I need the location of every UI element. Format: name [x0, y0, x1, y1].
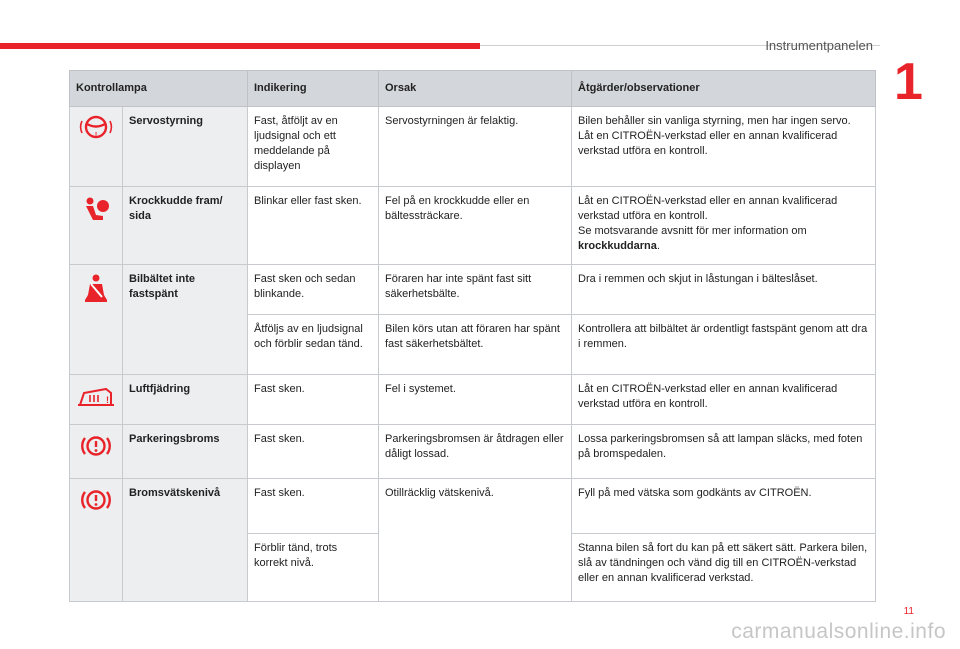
- cause-text: Otillräcklig vätskenivå.: [379, 479, 572, 602]
- column-header-atgarder: Åtgärder/observationer: [572, 71, 876, 107]
- indication-text: Förblir tänd, trots korrekt nivå.: [248, 534, 379, 602]
- watermark: carmanualsonline.info: [731, 620, 946, 643]
- indication-text: Fast, åtföljt av en ljudsignal och ett meddelande på displayen: [248, 107, 379, 187]
- lamp-name: Servostyrning: [123, 107, 248, 187]
- column-header-orsak: Orsak: [379, 71, 572, 107]
- lamp-icon-cell: [70, 425, 123, 479]
- lamp-name: Luftfjädring: [123, 375, 248, 425]
- indication-text: Fast sken.: [248, 479, 379, 534]
- lamp-name: Bilbältet inte fastspänt: [123, 265, 248, 375]
- indication-text: Åtföljs av en ljudsignal och förblir sedan tänd.: [248, 315, 379, 375]
- action-text: Kontrollera att bilbältet är ordentligt fastspänt genom att dra i remmen.: [572, 315, 876, 375]
- brake-warning-icon: [80, 433, 112, 459]
- action-text: Dra i remmen och skjut in låstungan i bälteslåset.: [572, 265, 876, 315]
- lamp-icon-cell: [70, 107, 123, 187]
- section-title: Instrumentpanelen: [765, 38, 873, 53]
- column-header-indikering: Indikering: [248, 71, 379, 107]
- action-line: [578, 224, 869, 254]
- lamp-icon-cell: [70, 479, 123, 602]
- action-text: Fyll på med vätska som godkänts av CITROËN.: [572, 479, 876, 534]
- action-text-end: .: [656, 240, 660, 252]
- table-row: [70, 107, 876, 187]
- table-row: [70, 479, 876, 534]
- accent-bar: [0, 43, 480, 49]
- cause-text: Servostyrningen är felaktig.: [379, 107, 572, 187]
- action-text: Stanna bilen så fort du kan på ett säkert sätt. Parkera bilen, slå av tändningen och vänd dig till en CITROËN-verkstad eller en annan kvalificerad verkstad.: [572, 534, 876, 602]
- indication-text: Blinkar eller fast sken.: [248, 187, 379, 265]
- lamp-name: Bromsvätskenivå: [123, 479, 248, 602]
- action-text: [572, 107, 876, 187]
- steering-wheel-icon: [79, 115, 113, 139]
- lamp-name: Krockkudde fram/ sida: [123, 187, 248, 265]
- action-text: [572, 187, 876, 265]
- table-row: [70, 187, 876, 265]
- table-row: [70, 425, 876, 479]
- indication-text: Fast sken.: [248, 375, 379, 425]
- lamp-name: Parkeringsbroms: [123, 425, 248, 479]
- table-header-row: [70, 71, 876, 107]
- seatbelt-icon: [83, 273, 109, 303]
- reference-link-text: krockkuddarna: [578, 240, 657, 252]
- svg-text:!: !: [106, 395, 109, 405]
- action-text: Lossa parkeringsbromsen så att lampan släcks, med foten på bromspedalen.: [572, 425, 876, 479]
- table-row: [70, 265, 876, 315]
- lamp-icon-cell: [70, 187, 123, 265]
- svg-text:!: !: [94, 132, 98, 139]
- table-row: [70, 375, 876, 425]
- cause-text: Fel på en krockkudde eller en bältessträckare.: [379, 187, 572, 265]
- cause-text: Fel i systemet.: [379, 375, 572, 425]
- lamp-icon-cell: [70, 265, 123, 375]
- action-line: Låt en CITROËN-verkstad eller en annan kvalificerad verkstad utföra en kontroll.: [578, 195, 838, 222]
- brake-warning-icon: [80, 487, 112, 513]
- cause-text: Bilen körs utan att föraren har spänt fast säkerhetsbältet.: [379, 315, 572, 375]
- cause-text: Föraren har inte spänt fast sitt säkerhetsbälte.: [379, 265, 572, 315]
- action-line: Låt en CITROËN-verkstad eller en annan kvalificerad verkstad utföra en kontroll.: [578, 130, 838, 157]
- action-text: Låt en CITROËN-verkstad eller en annan kvalificerad verkstad utföra en kontroll.: [572, 375, 876, 425]
- cause-text: Parkeringsbromsen är åtdragen eller dåligt lossad.: [379, 425, 572, 479]
- indication-text: Fast sken.: [248, 425, 379, 479]
- page-number: 11: [903, 606, 914, 617]
- lamp-icon-cell: [70, 375, 123, 425]
- air-suspension-icon: [76, 383, 116, 409]
- action-text-part: Se motsvarande avsnitt för mer information om: [578, 225, 807, 237]
- column-header-kontrollampa: Kontrollampa: [70, 71, 248, 107]
- warning-lamp-table: [69, 70, 876, 602]
- action-line: Bilen behåller sin vanliga styrning, men har ingen servo.: [578, 115, 851, 127]
- indication-text: Fast sken och sedan blinkande.: [248, 265, 379, 315]
- airbag-icon: [81, 195, 111, 223]
- chapter-number: 1: [894, 53, 923, 111]
